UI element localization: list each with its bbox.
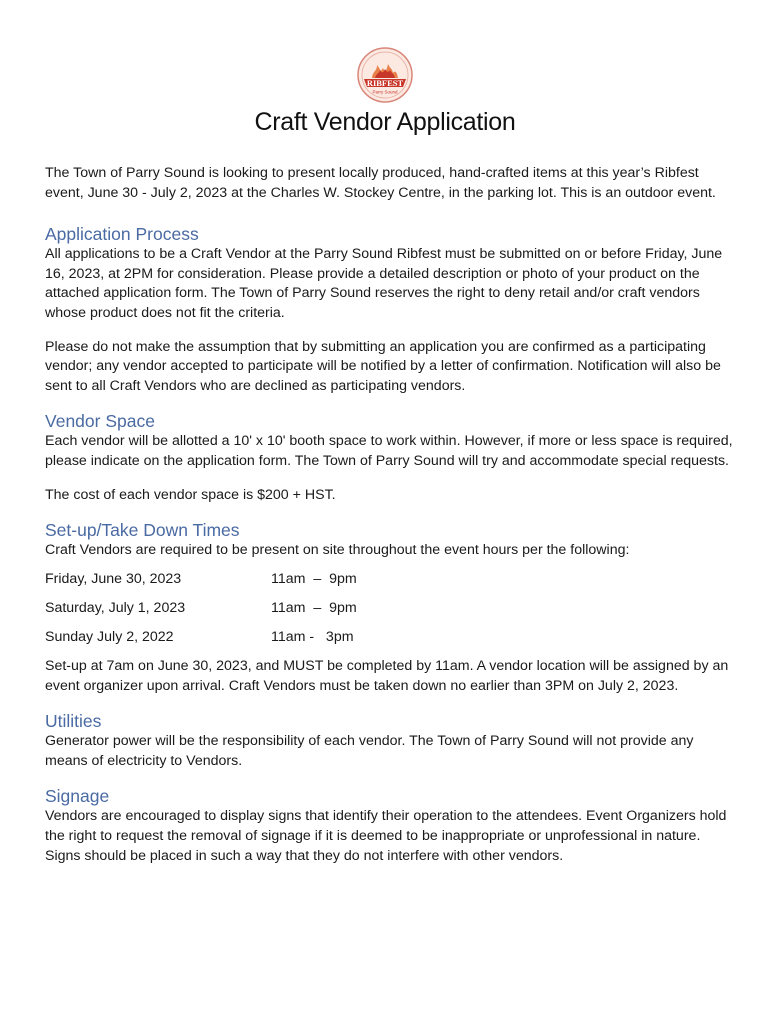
section-heading: Utilities [45,711,102,732]
section-utilities [45,710,735,771]
schedule-hours: 11am – 9pm [271,599,357,616]
paragraph: Craft Vendors are required to be present on site throughout the event hours per the following: [45,542,630,559]
document-body [45,164,735,866]
section-heading: Vendor Space [45,411,155,432]
logo-text: RIBFEST [366,78,404,88]
paragraph: Please do not make the assumption that by submitting an application you are confirmed as a participating vendor; any vendor accepted to participate will be notified by a letter of confirmation. Notification will also be sent to all Craft Vendors who are declined as participating vendors. [45,338,721,394]
page-title: Craft Vendor Application [254,108,516,136]
schedule-day: Sunday July 2, 2022 [45,628,174,645]
paragraph: Vendors are encouraged to display signs that identify their operation to the attendees. Event Organizers hold the right to request the removal of signage if it is deemed to be inappropriate or unprofessional in nature. Signs should be placed in such a way that they do not interfere with other vendors. [45,808,727,864]
section-setup-times [45,519,735,696]
paragraph: All applications to be a Craft Vendor at the Parry Sound Ribfest must be submitted on or before Friday, June 16, 2023, at 2PM for consideration. Please provide a detailed description or photo of your product on the attached application form. The Town of Parry Sound reserves the right to deny retail and/or craft vendors whose product does not fit the criteria. [45,246,723,321]
schedule-row [45,599,735,619]
logo-subtext: Parry Sound [372,89,398,95]
section-heading: Application Process [45,224,199,245]
paragraph: The cost of each vendor space is $200 + HST. [45,486,336,503]
schedule-list [45,570,735,648]
schedule-row [45,628,735,648]
paragraph: Generator power will be the responsibility of each vendor. The Town of Parry Sound will not provide any means of electricity to Vendors. [45,733,694,769]
section-vendor-space [45,410,735,505]
paragraph: Set-up at 7am on June 30, 2023, and MUST be completed by 11am. A vendor location will be assigned by an event organizer upon arrival. Craft Vendors must be taken down no earlier than 3PM on July 2, 2023. [45,658,729,694]
paragraph: Each vendor will be allotted a 10' x 10' booth space to work within. However, if more or less space is required, please indicate on the application form. The Town of Parry Sound will try and accommodate special requests. [45,433,733,469]
section-heading: Set-up/Take Down Times [45,520,240,541]
schedule-hours: 11am - 3pm [271,628,354,645]
section-application-process [45,223,735,396]
section-signage [45,785,735,866]
section-heading: Signage [45,786,110,807]
schedule-hours: 11am – 9pm [271,570,357,587]
schedule-day: Friday, June 30, 2023 [45,570,182,587]
schedule-day: Saturday, July 1, 2023 [45,599,186,616]
schedule-row [45,570,735,590]
intro-paragraph: The Town of Parry Sound is looking to present locally produced, hand-crafted items at this year’s Ribfest event, June 30 - July 2, 2023 at the Charles W. Stockey Centre, in the parking lot. This is an outdoor event. [45,165,716,201]
ribfest-logo-icon [356,46,414,104]
